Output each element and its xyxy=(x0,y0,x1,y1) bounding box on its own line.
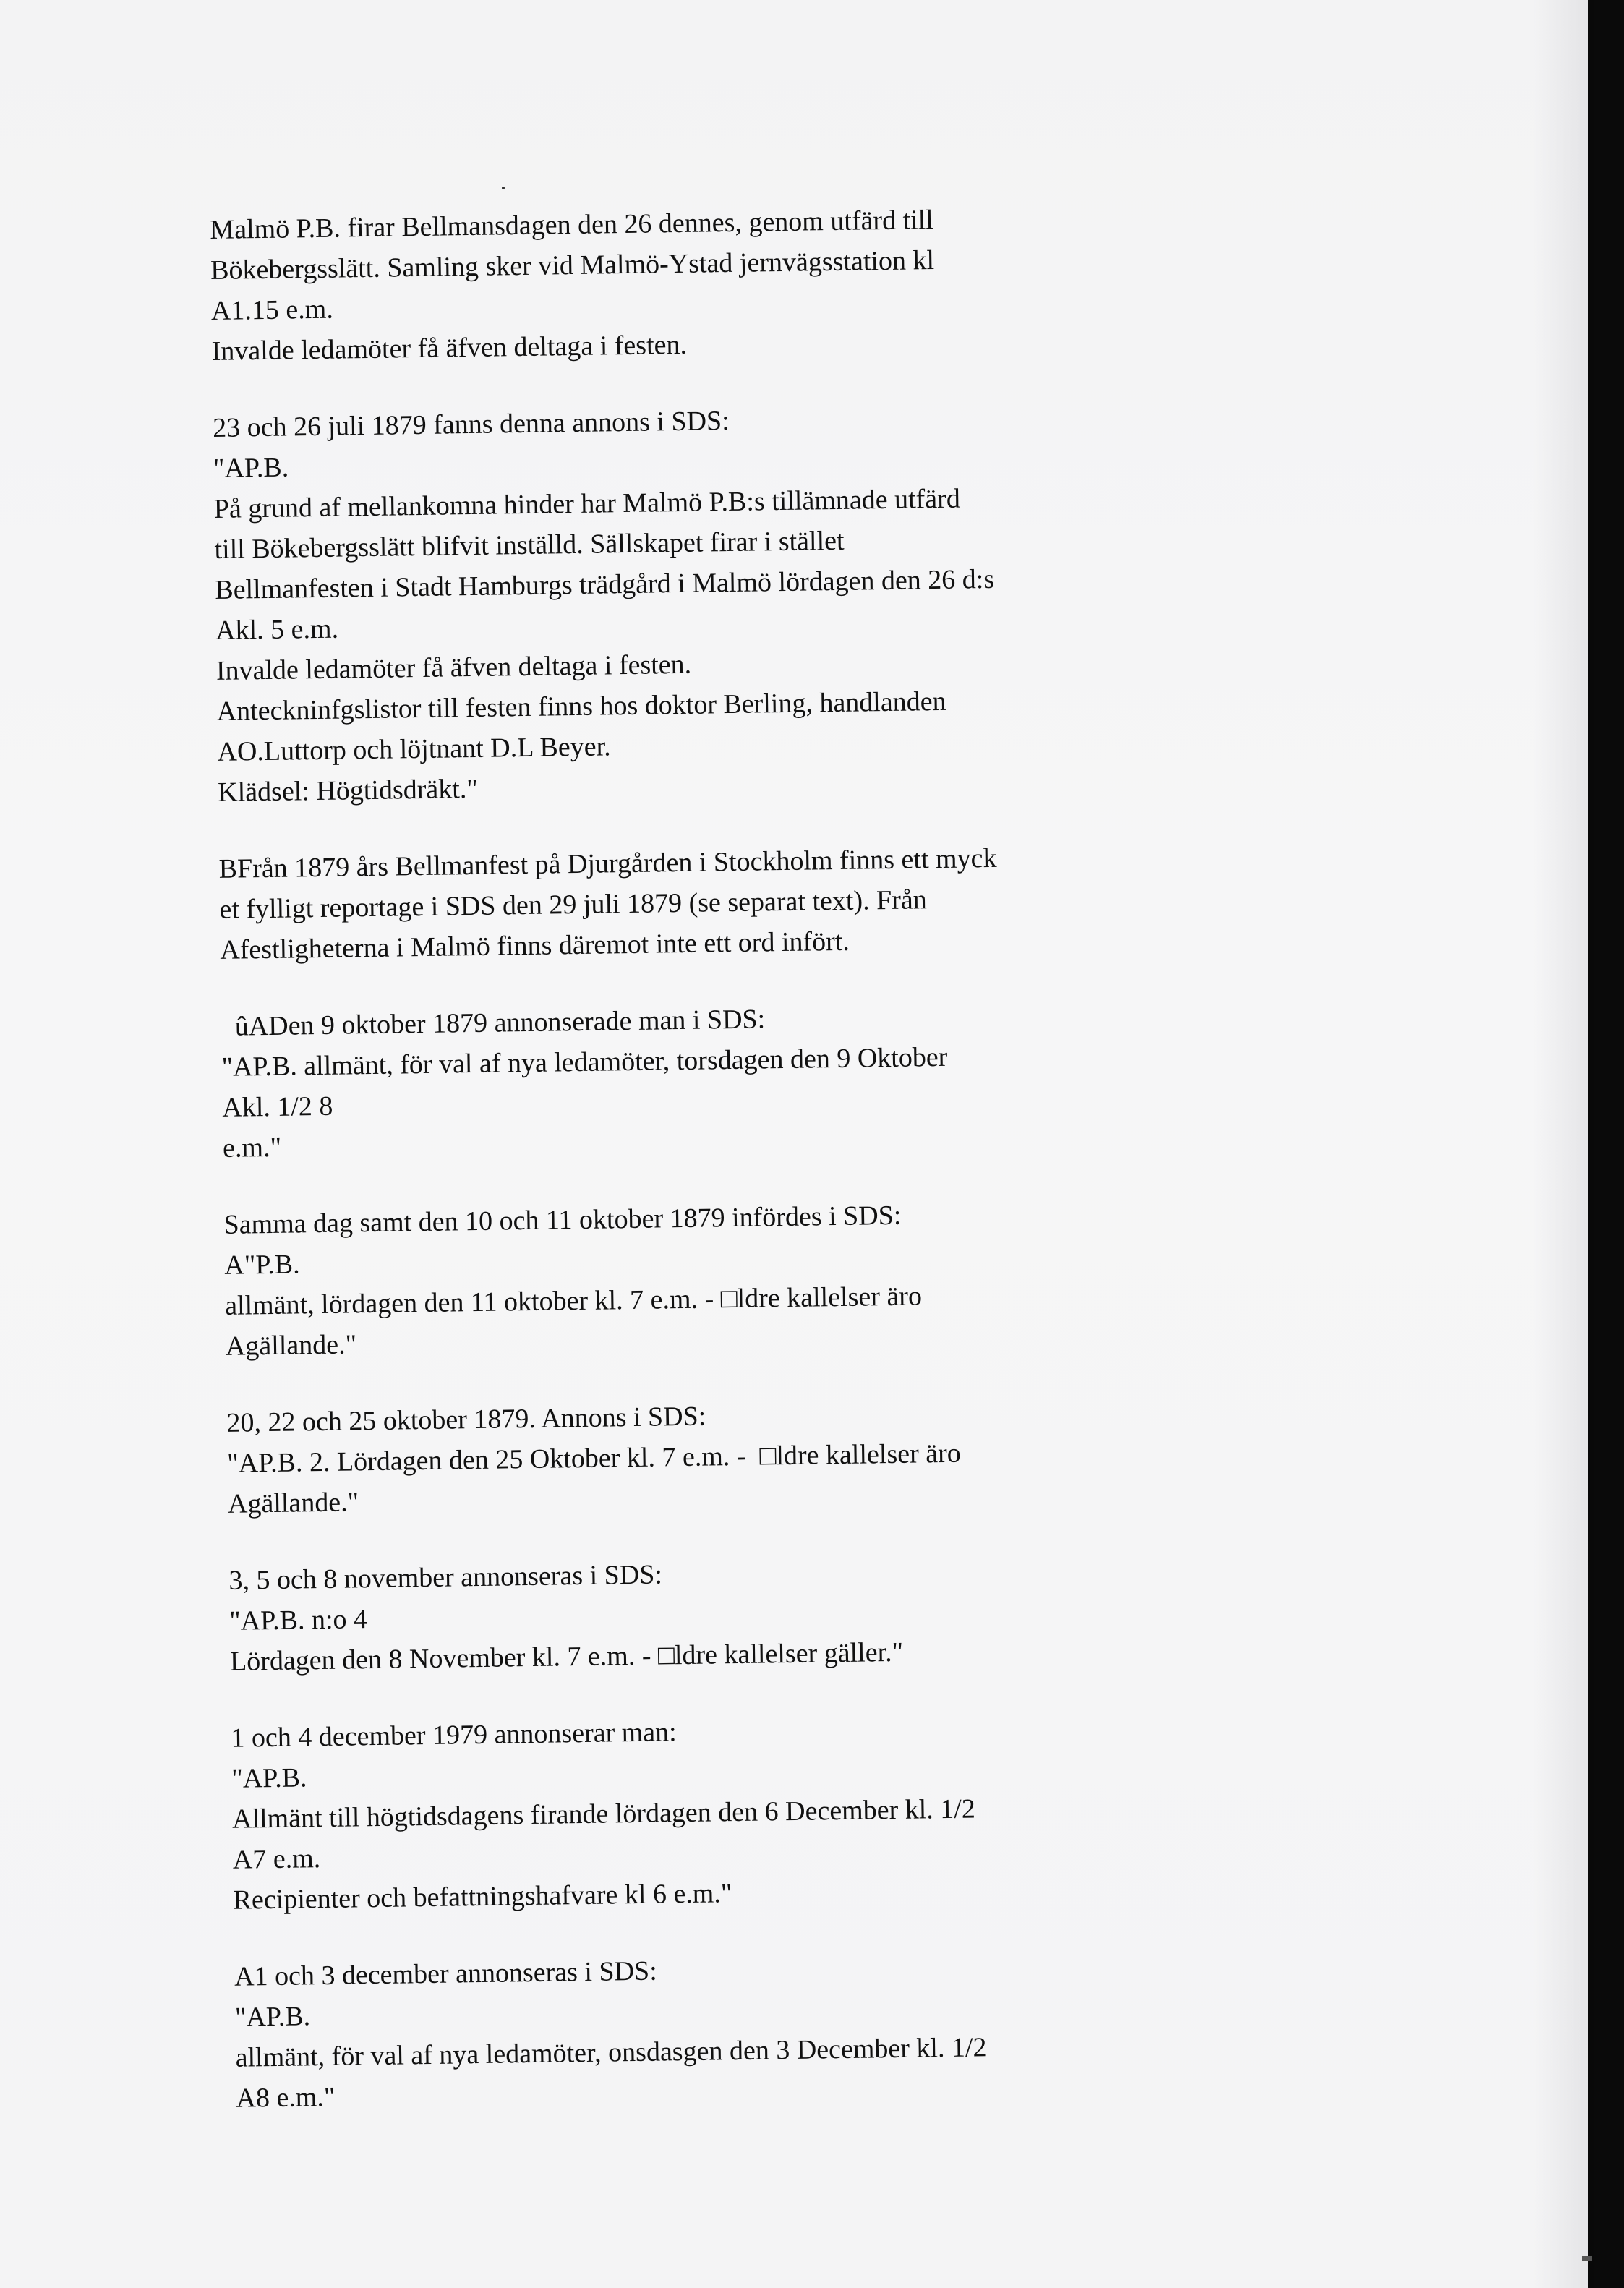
document-text xyxy=(210,197,1176,2155)
text-line: Bellmanfesten i Stadt Hamburgs trädgård i Malmö lördagen den 26 d:s xyxy=(215,563,995,605)
text-line: allmänt, lördagen den 11 oktober kl. 7 e.m. - □ldre kallelser äro xyxy=(224,1281,923,1321)
text-line: 3, 5 och 8 november annonseras i SDS: xyxy=(228,1559,663,1596)
text-line: e.m." xyxy=(222,1132,282,1164)
text-line: till Bökebergsslätt blifvit inställd. Sällskapet firar i stället xyxy=(214,525,845,565)
text-line: A7 e.m. xyxy=(232,1843,321,1875)
paragraph-oktober-25 xyxy=(226,1390,1168,1524)
text-line: Akl. 1/2 8 xyxy=(222,1090,333,1123)
paragraph-oktober-9 xyxy=(221,994,1163,1169)
text-line: "AP.B. allmänt, för val af nya ledamöter, torsdagen den 9 Oktober xyxy=(221,1041,948,1083)
text-line: Allmänt till högtidsdagens firande lördagen den 6 December kl. 1/2 xyxy=(231,1793,976,1835)
text-line: Agällande." xyxy=(225,1329,357,1362)
paragraph-bellmansdagen xyxy=(210,197,1152,372)
paragraph-djurgarden xyxy=(218,836,1160,970)
text-line: Afestligheterna i Malmö finns däremot inte ett ord infört. xyxy=(220,926,850,965)
paragraph-november xyxy=(228,1548,1170,1682)
text-line: "AP.B. xyxy=(234,2001,311,2033)
text-line: Klädsel: Högtidsdräkt." xyxy=(217,773,479,808)
text-line: Malmö P.B. firar Bellmansdagen den 26 dennes, genom utfärd till xyxy=(210,205,934,245)
text-line: Invalde ledamöter få äfven deltaga i festen. xyxy=(211,329,688,367)
text-line: "AP.B. xyxy=(213,452,289,484)
text-line: et fylligt reportage i SDS den 29 juli 1879 (se separat text). Från xyxy=(219,884,927,925)
text-line: 23 och 26 juli 1879 fanns denna annons i SDS: xyxy=(212,405,730,443)
text-line: allmänt, för val af nya ledamöter, onsdasgen den 3 December kl. 1/2 xyxy=(235,2032,987,2073)
text-line: Akl. 5 e.m. xyxy=(215,613,339,646)
text-line: "AP.B. xyxy=(231,1762,307,1794)
text-line: Bökebergsslätt. Samling sker vid Malmö-Ystad jernvägsstation kl xyxy=(210,245,935,286)
text-line: 1 och 4 december 1979 annonserar man: xyxy=(231,1717,677,1754)
text-line: "AP.B. 2. Lördagen den 25 Oktober kl. 7 e.m. - □ldre kallelser äro xyxy=(226,1438,962,1479)
paragraph-december-6 xyxy=(231,1705,1174,1921)
text-line: A8 e.m." xyxy=(236,2081,336,2114)
page-shadow xyxy=(1533,0,1588,2288)
text-line: Recipienter och befattningshafvare kl 6 e.m." xyxy=(233,1878,732,1916)
text-line: Lördagen den 8 November kl. 7 e.m. - □ldre kallelser gäller." xyxy=(229,1636,904,1677)
paragraph-annons-juli xyxy=(213,395,1158,813)
text-line: BFrån 1879 års Bellmanfest på Djurgården i Stockholm finns ett myck xyxy=(218,842,997,884)
text-line: 20, 22 och 25 oktober 1879. Annons i SDS: xyxy=(226,1401,706,1438)
text-line: "AP.B. n:o 4 xyxy=(228,1604,368,1636)
ink-dot xyxy=(502,187,505,189)
text-line: A1 och 3 december annonseras i SDS: xyxy=(234,1955,658,1992)
text-line: Invalde ledamöter få äfven deltaga i festen. xyxy=(215,649,692,686)
text-line: A1.15 e.m. xyxy=(210,294,334,326)
paragraph-december-3 xyxy=(234,1944,1176,2119)
text-line: Agällande." xyxy=(227,1487,359,1519)
edge-mark xyxy=(1582,2256,1592,2261)
text-line: Anteckninfgslistor till festen finns hos doktor Berling, handlanden xyxy=(216,686,946,727)
text-line: AO.Luttorp och löjtnant D.L Beyer. xyxy=(217,731,611,767)
text-line: A"P.B. xyxy=(224,1249,300,1281)
text-line: På grund af mellankomna hinder har Malmö P.B:s tillämnade utfärd xyxy=(213,483,961,524)
text-line: ûADen 9 oktober 1879 annonserade man i SDS: xyxy=(221,1004,766,1042)
text-line: Samma dag samt den 10 och 11 oktober 1879 infördes i SDS: xyxy=(223,1200,902,1240)
paragraph-oktober-11 xyxy=(223,1192,1166,1367)
